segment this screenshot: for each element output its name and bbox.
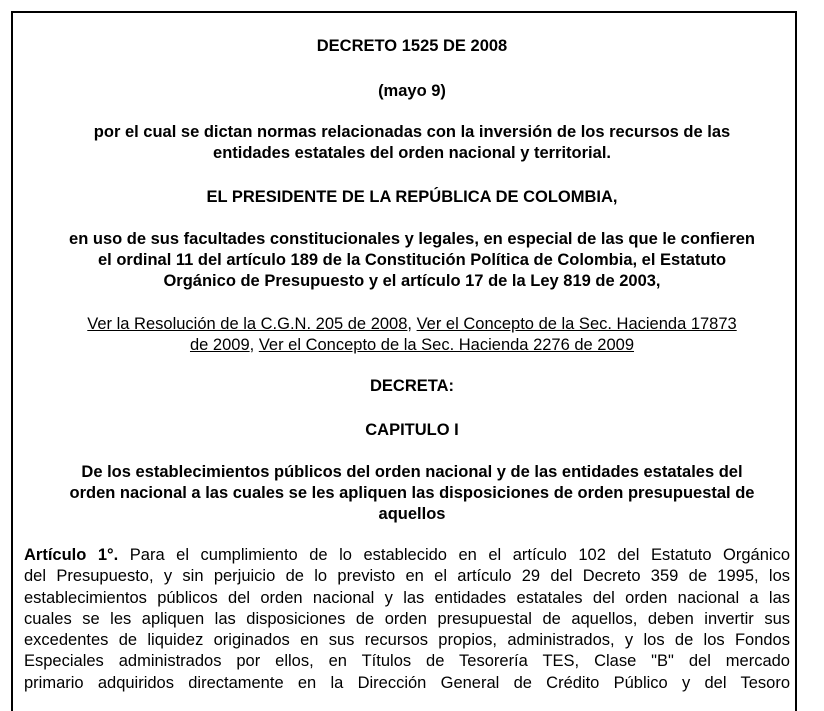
chapter-title-line-1: De los establecimientos públicos del orden nacional y de las entidades estatales del <box>81 463 743 481</box>
article-1-line: Especiales administrados por ellos, en Títulos de Tesorería TES, Clase "B" del mercado <box>24 652 790 671</box>
decree-authority: EL PRESIDENTE DE LA REPÚBLICA DE COLOMBIA, <box>206 188 618 206</box>
link-separator: , <box>249 336 259 354</box>
powers-line-3: Orgánico de Presupuesto y el artículo 17 de la Ley 819 de 2003, <box>163 272 661 290</box>
article-1-line: establecimientos públicos del orden nacional y las entidades estatales del orden nacional a las <box>24 588 790 607</box>
link-concepto-2276[interactable]: Ver el Concepto de la Sec. Hacienda 2276 de 2009 <box>258 336 635 354</box>
decree-subject-line-2: entidades estatales del orden nacional y territorial. <box>213 144 611 162</box>
reference-links-line-2 <box>0 335 824 356</box>
powers-line-1: en uso de sus facultades constitucionales y legales, en especial de las que le confieren <box>69 230 755 248</box>
article-1-line: del Presupuesto, y sin perjuicio de lo previsto en el artículo 29 del Decreto 359 de 1995, los <box>24 567 790 586</box>
chapter-title-line-2: orden nacional a las cuales se les apliquen las disposiciones de orden presupuestal de <box>69 484 755 502</box>
link-separator: , <box>407 315 417 333</box>
article-1-line <box>24 545 790 566</box>
link-concepto-17873-part2[interactable]: de 2009 <box>189 336 250 354</box>
decree-title: DECRETO 1525 DE 2008 <box>316 37 508 55</box>
article-1-line: primario adquiridos directamente en la Dirección General de Crédito Público y del Tesoro <box>24 673 790 692</box>
chapter-title-line-3: aquellos <box>378 505 446 523</box>
decree-subject-line-1: por el cual se dictan normas relacionadas con la inversión de los recursos de las <box>93 123 731 141</box>
link-concepto-17873-part1[interactable]: Ver el Concepto de la Sec. Hacienda 17873 <box>416 315 737 333</box>
link-resolucion-cgn-205[interactable]: Ver la Resolución de la C.G.N. 205 de 2008 <box>87 315 408 333</box>
article-1-heading: Artículo 1°. <box>24 546 119 564</box>
reference-links-line-1 <box>0 314 824 335</box>
article-1-text: Para el cumplimiento de lo establecido en el artículo 102 del Estatuto Orgánico <box>118 546 790 564</box>
decreta-heading: DECRETA: <box>369 377 455 395</box>
article-1 <box>24 545 790 694</box>
powers-line-2: el ordinal 11 del artículo 189 de la Constitución Política de Colombia, el Estatuto <box>97 251 727 269</box>
article-1-line: excedentes de liquidez originados en sus recursos propios, administrados, y los de los Fondos <box>24 631 790 650</box>
article-1-line: cuales se les apliquen las disposiciones de orden presupuestal de aquellos, deben invertir sus <box>24 609 790 628</box>
chapter-heading: CAPITULO I <box>365 421 459 439</box>
decree-date: (mayo 9) <box>378 82 446 100</box>
